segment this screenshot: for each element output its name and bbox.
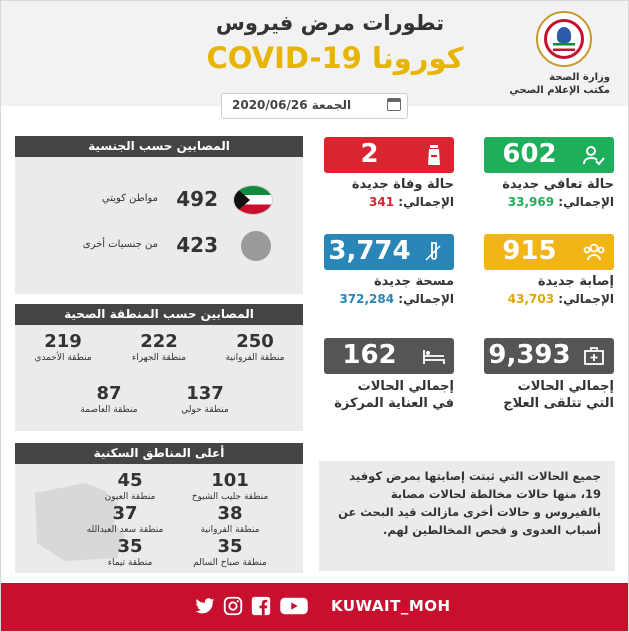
swabs-total-line: الإجمالي: 372,284 — [339, 292, 454, 306]
recovered-value: 602 — [502, 139, 557, 169]
card-deaths — [324, 137, 454, 217]
card-infections — [484, 234, 614, 314]
header-band — [1, 1, 629, 106]
nationality-kuwaiti — [101, 183, 273, 217]
info-box — [319, 461, 615, 571]
card-swabs — [324, 234, 454, 314]
instagram-icon[interactable] — [222, 595, 244, 617]
social-handle[interactable]: KUWAIT_MOH — [331, 597, 451, 615]
region-farwaniya: 250 منطقة الفروانية — [225, 331, 285, 363]
region-jahra: 222 منطقة الجهراء — [131, 331, 187, 363]
icu-label: إجمالي الحالات في العناية المركزة — [334, 379, 454, 411]
ministry-logo — [536, 11, 592, 67]
deaths-label: حالة وفاة جديدة — [351, 177, 454, 192]
nationality-title: المصابين حسب الجنسية — [15, 136, 303, 157]
infections-total: 43,703 — [507, 292, 555, 306]
recovered-label: حالة تعافي جديدة — [502, 177, 614, 192]
card-treatment — [484, 338, 614, 418]
date-bar — [221, 93, 408, 119]
recovered-total-line: الإجمالي: 33,969 — [507, 195, 614, 209]
youtube-icon[interactable] — [278, 595, 310, 617]
icu-value: 162 — [342, 340, 397, 370]
facebook-icon[interactable] — [250, 595, 272, 617]
infections-total-line: الإجمالي: 43,703 — [507, 292, 614, 306]
date-text: الجمعة 2020/06/26 — [232, 98, 352, 112]
region-capital: 87 منطقة العاصمة — [80, 383, 138, 415]
health-regions-title: المصابين حسب المنطقة الصحية — [15, 304, 303, 325]
deaths-value: 2 — [360, 139, 379, 169]
recovered-total: 33,969 — [507, 195, 555, 209]
kuwait-flag-icon — [233, 185, 273, 215]
title-line2: كورونا COVID-19 — [206, 41, 464, 75]
info-text: جميع الحالات التي ثبتت إصابتها بمرض كوفيد 19، منها حالات مخالطة لحالات مصابة بالفيروس و حالات أخرى مازالت قيد البحث عن أسباب العدوى و فحص المخالطين لهم. — [338, 469, 601, 537]
urn-icon — [422, 143, 446, 167]
deaths-total-line: الإجمالي: 341 — [369, 195, 454, 209]
deaths-total: 341 — [369, 195, 395, 209]
hospital-bed-icon — [422, 344, 446, 368]
swabs-label: مسحة جديدة — [374, 274, 454, 289]
twitter-icon[interactable] — [194, 595, 216, 617]
title-line1: تطورات مرض فيروس — [215, 11, 445, 35]
residential-title: أعلى المناطق السكنية — [15, 443, 303, 464]
region-hawalli: 137 منطقة حولي — [181, 383, 229, 415]
other-value: 423 — [176, 233, 218, 257]
other-nationalities-icon — [241, 231, 271, 261]
card-icu — [324, 338, 454, 418]
swabs-total: 372,284 — [339, 292, 395, 306]
ministry-name: وزارة الصحة مكتب الإعلام الصحي — [509, 72, 610, 96]
treatment-value: 9,393 — [488, 340, 571, 370]
other-label: من جنسيات أخرى — [82, 239, 158, 250]
nationality-other — [82, 229, 273, 263]
people-icon — [582, 240, 606, 264]
infections-label: إصابة جديدة — [537, 274, 614, 289]
swabs-value: 3,774 — [328, 236, 411, 266]
nationality-panel — [15, 136, 303, 294]
residential-saad-alabdullah: 37 منطقة سعد العبدالله — [86, 503, 164, 535]
treatment-label: إجمالي الحالات التي تتلقى العلاج — [503, 379, 614, 411]
check-person-icon — [582, 143, 606, 167]
residential-sabah-alsalem: 35 منطقة صباح السالم — [193, 536, 267, 568]
kuwaiti-value: 492 — [176, 187, 218, 211]
calendar-icon — [387, 98, 401, 111]
region-ahmadi: 219 منطقة الأحمدي — [34, 331, 92, 363]
test-tube-icon — [422, 240, 446, 264]
card-recovered — [484, 137, 614, 217]
residential-panel — [15, 443, 303, 573]
health-regions-panel — [15, 304, 303, 431]
residential-farwaniya: 38 منطقة الفروانية — [200, 503, 260, 535]
residential-taima: 35 منطقة تيماء — [107, 536, 153, 568]
kuwaiti-label: مواطن كويتي — [101, 193, 158, 204]
residential-jleeb: 101 منطقة جليب الشيوخ — [191, 470, 269, 502]
medicine-box-icon — [582, 344, 606, 368]
footer — [1, 583, 629, 631]
residential-oyoun: 45 منطقة العيون — [104, 470, 156, 502]
infections-value: 915 — [502, 236, 557, 266]
